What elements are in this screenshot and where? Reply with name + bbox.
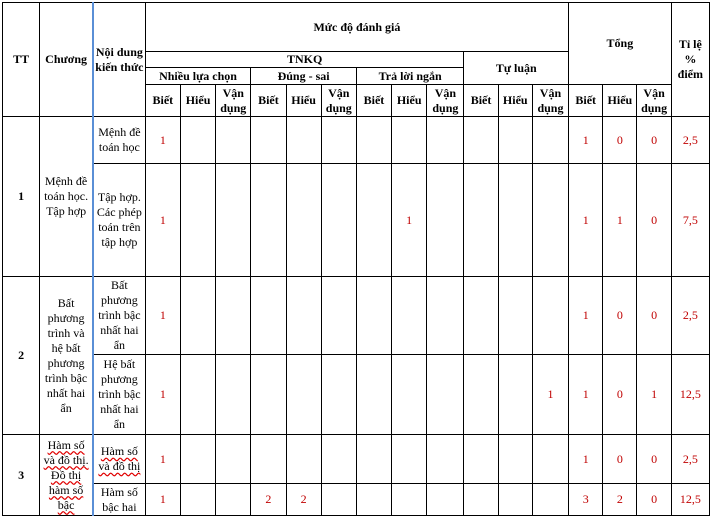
cell xyxy=(286,435,321,484)
header-tt: TT xyxy=(3,3,40,117)
total-hieu: 0 xyxy=(603,277,637,355)
cell xyxy=(216,117,251,164)
header-muc-do: Mức độ đánh giá xyxy=(145,3,568,52)
total-van-dung: 0 xyxy=(637,435,671,484)
header-tnkq: TNKQ xyxy=(145,52,464,68)
topic-name: Hệ bất phương trình bậc nhất hai ẩn xyxy=(93,355,145,435)
cell xyxy=(180,277,215,355)
level-hieu: Hiểu xyxy=(498,85,532,117)
cell xyxy=(464,164,498,277)
table-row xyxy=(3,277,710,355)
cell: 1 xyxy=(145,164,180,277)
total-van-dung: 0 xyxy=(637,117,671,164)
cell xyxy=(321,435,356,484)
level-biet: Biết xyxy=(464,85,498,117)
cell xyxy=(251,435,286,484)
cell xyxy=(427,164,464,277)
cell: 1 xyxy=(392,164,427,277)
cell: 1 xyxy=(532,355,568,435)
total-biet: 1 xyxy=(569,355,603,435)
total-biet: 1 xyxy=(569,435,603,484)
cell xyxy=(427,355,464,435)
cell xyxy=(498,484,532,516)
chapter-tt: 2 xyxy=(3,277,40,435)
cell xyxy=(427,117,464,164)
header-tu-luan: Tự luận xyxy=(464,52,569,85)
cell xyxy=(286,164,321,277)
cell xyxy=(321,277,356,355)
cell xyxy=(464,484,498,516)
cell xyxy=(286,117,321,164)
level-van-dung: Vận dụng xyxy=(216,85,251,117)
level-hieu: Hiểu xyxy=(392,85,427,117)
cell xyxy=(498,355,532,435)
cell xyxy=(532,484,568,516)
assessment-matrix-table xyxy=(2,2,710,516)
cell xyxy=(321,484,356,516)
cell xyxy=(180,484,215,516)
table-row xyxy=(3,164,710,277)
cell xyxy=(321,355,356,435)
cell: 1 xyxy=(145,355,180,435)
table-row xyxy=(3,435,710,484)
topic-name: Bất phương trình bậc nhất hai ẩn xyxy=(93,277,145,355)
cell xyxy=(286,355,321,435)
total-biet: 1 xyxy=(569,117,603,164)
chapter-name xyxy=(40,435,93,516)
total-hieu: 2 xyxy=(603,484,637,516)
cell: 1 xyxy=(145,484,180,516)
total-biet: 3 xyxy=(569,484,603,516)
cell xyxy=(498,435,532,484)
level-biet: Biết xyxy=(569,85,603,117)
cell xyxy=(356,435,391,484)
header-nhieu-lua-chon: Nhiều lựa chọn xyxy=(145,68,251,85)
topic-name-text: Hàm số và đồ thị xyxy=(98,444,141,473)
cell xyxy=(180,164,215,277)
cell xyxy=(532,117,568,164)
cell xyxy=(464,277,498,355)
cell xyxy=(216,355,251,435)
cell xyxy=(321,117,356,164)
level-biet: Biết xyxy=(356,85,391,117)
cell: 1 xyxy=(145,117,180,164)
level-van-dung: Vận dụng xyxy=(427,85,464,117)
cell xyxy=(498,277,532,355)
cell xyxy=(392,355,427,435)
cell xyxy=(464,355,498,435)
cell xyxy=(532,277,568,355)
ratio: 7,5 xyxy=(671,164,709,277)
level-biet: Biết xyxy=(251,85,286,117)
ratio: 2,5 xyxy=(671,277,709,355)
cell xyxy=(356,277,391,355)
cell xyxy=(216,164,251,277)
level-biet: Biết xyxy=(145,85,180,117)
topic-name: Mệnh đề toán học xyxy=(93,117,145,164)
chapter-name: Mệnh đề toán học. Tập hợp xyxy=(40,117,93,277)
chapter-tt: 1 xyxy=(3,117,40,277)
header-chuong: Chương xyxy=(40,3,93,117)
cell xyxy=(392,277,427,355)
ratio: 2,5 xyxy=(671,117,709,164)
cell: 2 xyxy=(286,484,321,516)
cell xyxy=(392,117,427,164)
total-van-dung: 0 xyxy=(637,484,671,516)
cell xyxy=(216,484,251,516)
cell xyxy=(251,277,286,355)
table-row xyxy=(3,355,710,435)
total-biet: 1 xyxy=(569,164,603,277)
cell xyxy=(427,277,464,355)
chapter-tt: 3 xyxy=(3,435,40,516)
cell: 2 xyxy=(251,484,286,516)
cell xyxy=(392,484,427,516)
cell xyxy=(356,355,391,435)
total-van-dung: 0 xyxy=(637,277,671,355)
cell xyxy=(356,164,391,277)
header-tong: Tổng xyxy=(569,3,672,85)
ratio: 12,5 xyxy=(671,484,709,516)
cell xyxy=(216,435,251,484)
ratio: 12,5 xyxy=(671,355,709,435)
table-row xyxy=(3,484,710,516)
header-ti-le: Tỉ lệ % điểm xyxy=(671,3,709,117)
total-hieu: 0 xyxy=(603,117,637,164)
level-hieu: Hiểu xyxy=(603,85,637,117)
cell xyxy=(251,117,286,164)
header-noi-dung: Nội dung kiến thức xyxy=(93,3,145,117)
cell xyxy=(532,164,568,277)
level-hieu: Hiểu xyxy=(180,85,215,117)
chapter-name-text: Hàm số và đồ thị. Đồ thị hàm số bậc xyxy=(43,437,89,512)
level-van-dung: Vận dụng xyxy=(532,85,568,117)
cell xyxy=(321,164,356,277)
cell xyxy=(251,164,286,277)
cell xyxy=(216,277,251,355)
cell xyxy=(180,117,215,164)
level-hieu: Hiểu xyxy=(286,85,321,117)
level-van-dung: Vận dụng xyxy=(637,85,671,117)
header-tra-loi-ngan: Trả lời ngắn xyxy=(356,68,464,85)
cell xyxy=(464,435,498,484)
total-hieu: 0 xyxy=(603,435,637,484)
cell xyxy=(532,435,568,484)
cell xyxy=(498,117,532,164)
cell xyxy=(356,484,391,516)
total-hieu: 1 xyxy=(603,164,637,277)
cell xyxy=(464,117,498,164)
cell xyxy=(180,435,215,484)
table-row xyxy=(3,117,710,164)
ratio: 2,5 xyxy=(671,435,709,484)
total-biet: 1 xyxy=(569,277,603,355)
chapter-name: Bất phương trình và hệ bất phương trình bậc nhất hai ẩn xyxy=(40,277,93,435)
cell: 1 xyxy=(145,435,180,484)
topic-name xyxy=(93,435,145,484)
cell: 1 xyxy=(145,277,180,355)
cell xyxy=(180,355,215,435)
total-van-dung: 0 xyxy=(637,164,671,277)
cell xyxy=(392,435,427,484)
cell xyxy=(356,117,391,164)
cell xyxy=(498,164,532,277)
topic-name: Tập hợp. Các phép toán trên tập hợp xyxy=(93,164,145,277)
cell xyxy=(427,435,464,484)
total-hieu: 0 xyxy=(603,355,637,435)
topic-name: Hàm số bậc hai xyxy=(93,484,145,516)
total-van-dung: 1 xyxy=(637,355,671,435)
cell xyxy=(286,277,321,355)
level-van-dung: Vận dụng xyxy=(321,85,356,117)
cell xyxy=(427,484,464,516)
cell xyxy=(251,355,286,435)
header-dung-sai: Đúng - sai xyxy=(251,68,357,85)
